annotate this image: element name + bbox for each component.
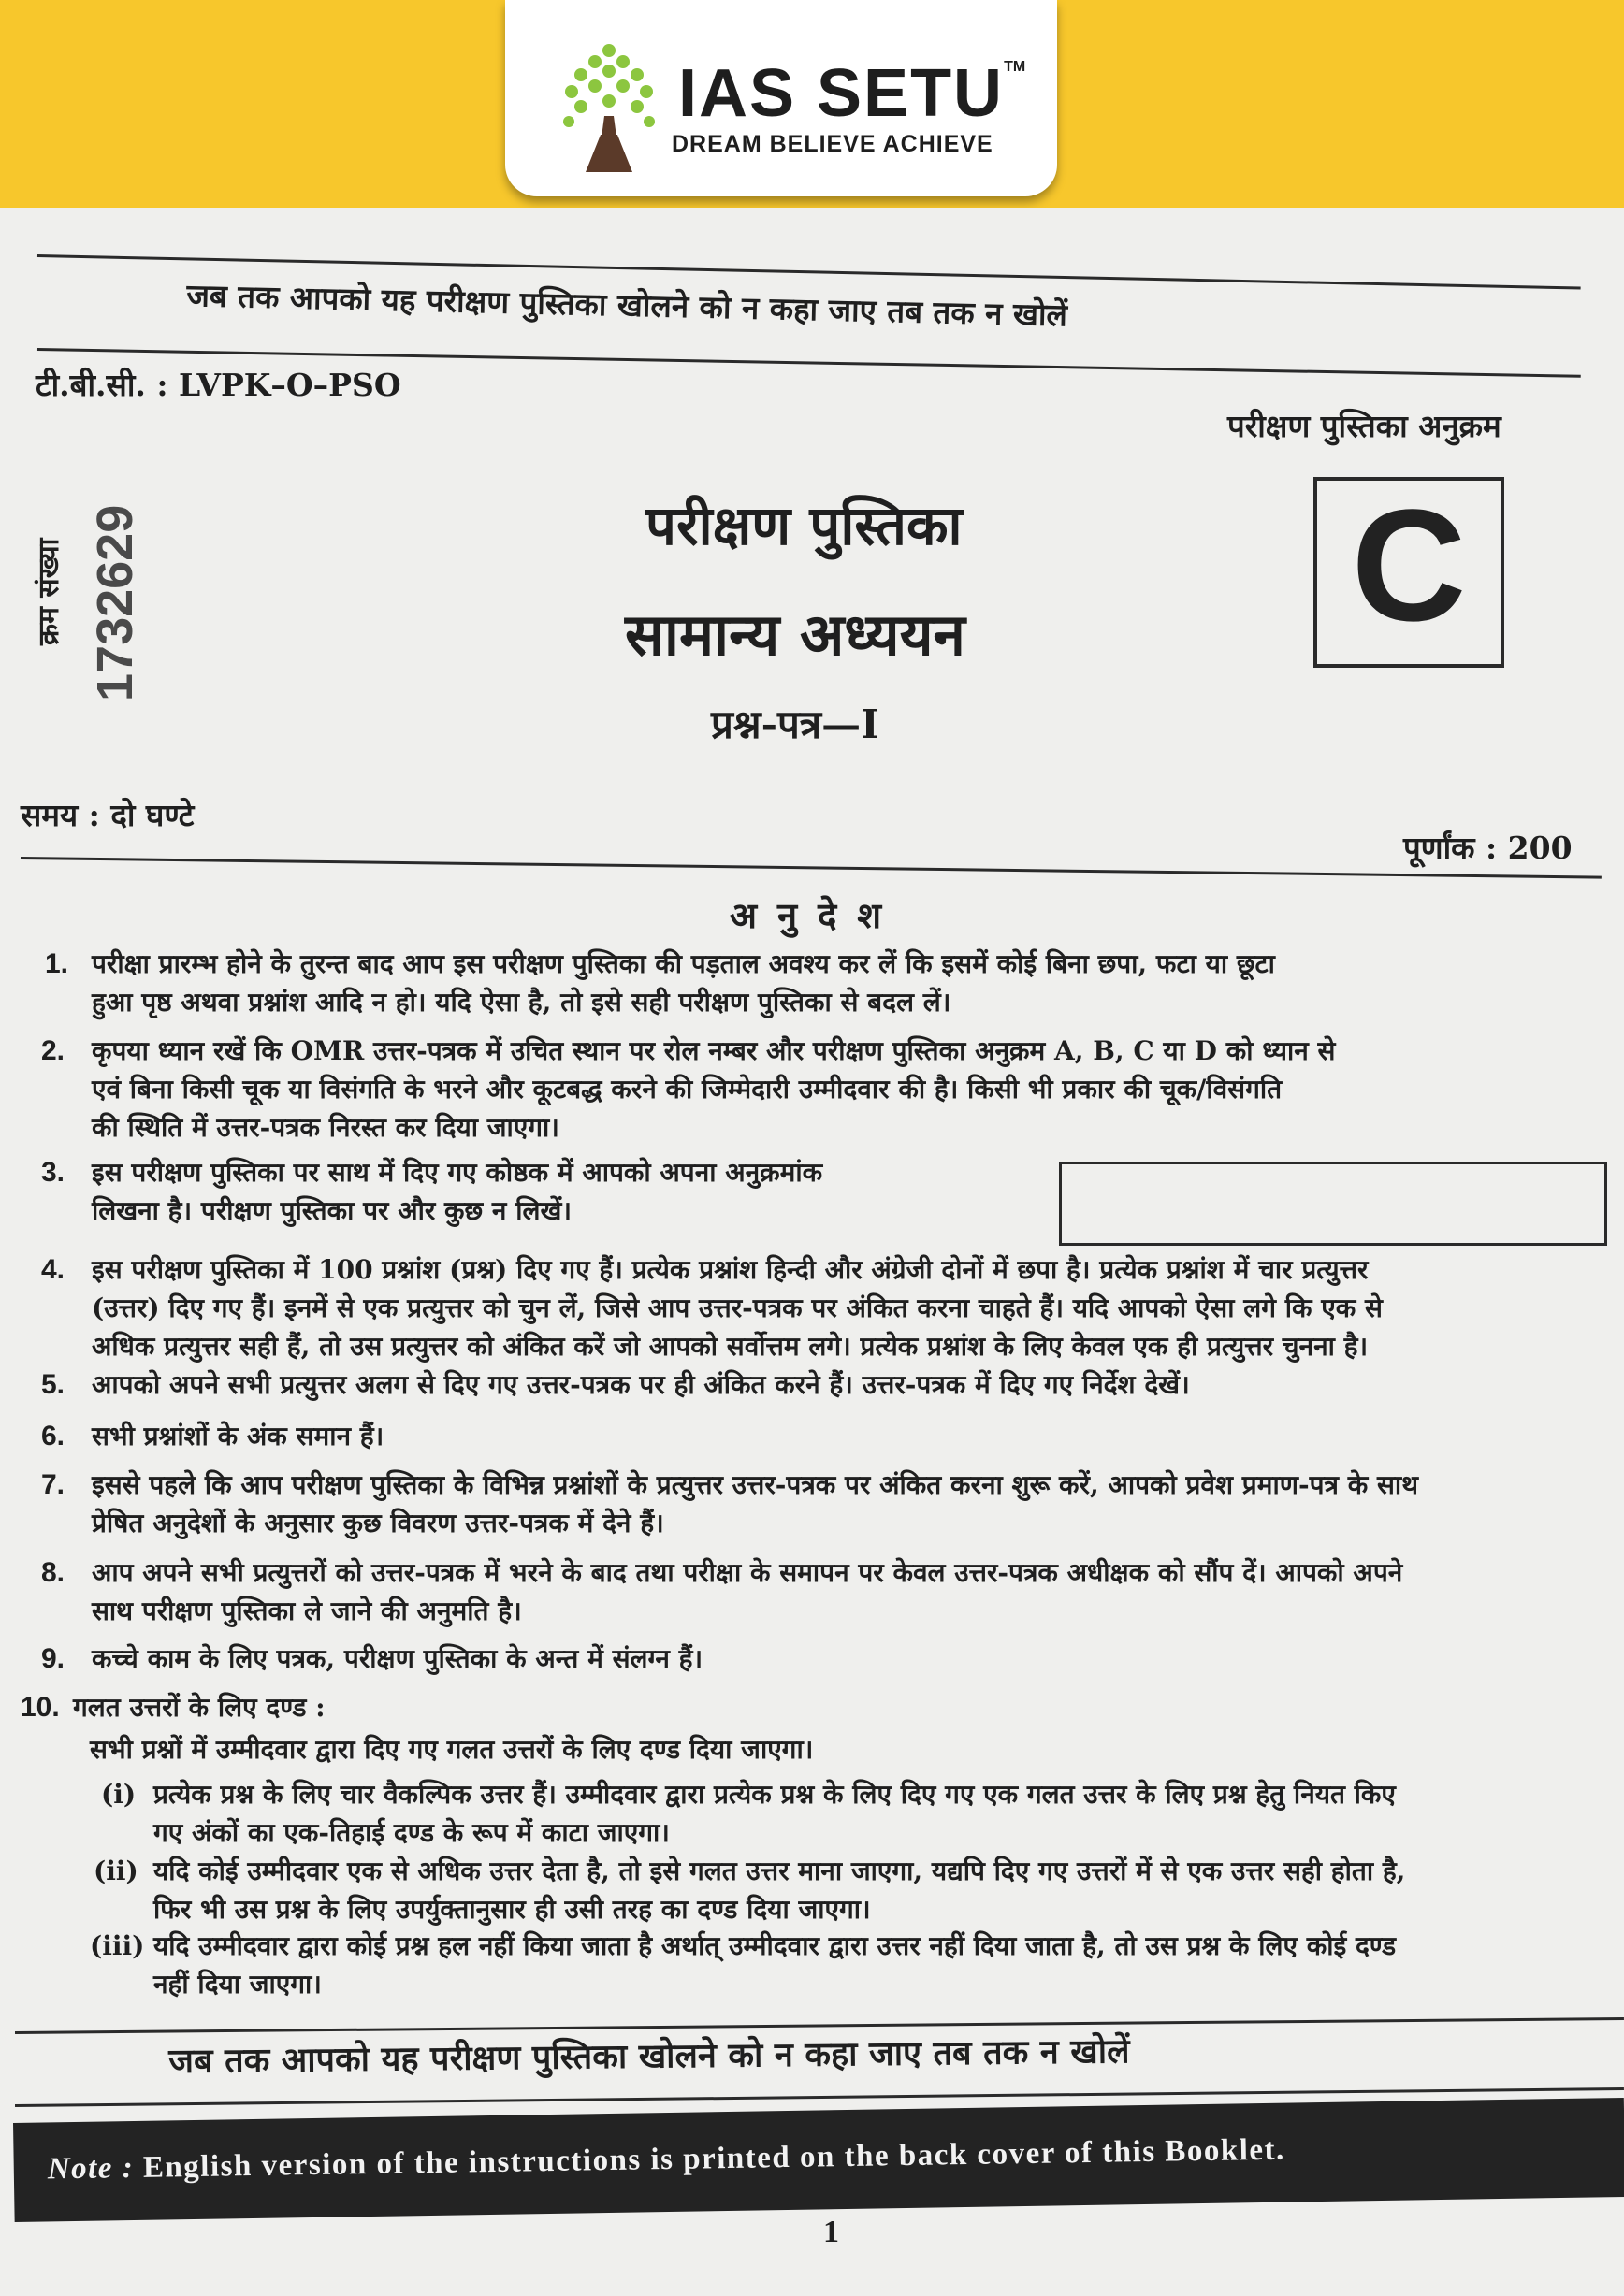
subject-title: सामान्य अध्ययन — [625, 600, 965, 669]
item-line: कच्चे काम के लिए पत्रक, परीक्षण पुस्तिका के अन्त में संलग्न हैं। — [92, 1643, 703, 1674]
brand-name: IAS SETU™ — [678, 56, 1026, 131]
penalty-number: (ii) — [94, 1856, 138, 1886]
max-marks: पूर्णांक : 200 — [1403, 830, 1573, 866]
note-label: Note : — [47, 2150, 135, 2187]
penalty-line: नहीं दिया जाएगा। — [153, 1969, 322, 2000]
penalty-line: प्रत्येक प्रश्न के लिए चार वैकल्पिक उत्तर हैं। उम्मीदवार द्वारा प्रत्येक प्रश्न के लिए दिए गए एक गलत उत्तर के लिए प्रश्न हेतु नियत किए — [153, 1779, 1396, 1810]
trademark-mark: TM — [1004, 59, 1026, 75]
page-number: 1 — [823, 2215, 839, 2249]
penalty-number: (i) — [101, 1779, 137, 1810]
penalty-item — [94, 1852, 1406, 1925]
penalty-line: यदि उम्मीदवार द्वारा कोई प्रश्न हल नहीं किया जाता है अर्थात् उम्मीदवार द्वारा उत्तर नहीं दिया जाता है, तो उस प्रश्न के लिए कोई दण्ड — [153, 1930, 1397, 1961]
top-warning: जब तक आपको यह परीक्षण पुस्तिका खोलने को न कहा जाए तब तक न खोलें — [186, 276, 1068, 334]
item-number: 2. — [41, 1035, 65, 1066]
logo-card — [505, 0, 1057, 196]
item-number: 9. — [41, 1643, 65, 1674]
penalty-item — [101, 1775, 1396, 1848]
item-line: इस परीक्षण पुस्तिका में 100 प्रश्नांश (प्रश्न) दिए गए हैं। प्रत्येक प्रश्नांश हिन्दी और अंग्रेजी दोनों में छपा है। प्रत्येक प्रश्नांश में चार प्रत्युत्तर — [92, 1254, 1369, 1285]
bottom-warning: जब तक आपको यह परीक्षण पुस्तिका खोलने को न कहा जाए तब तक न खोलें — [168, 2031, 1130, 2081]
item-line: आप अपने सभी प्रत्युत्तरों को उत्तर-पत्रक में भरने के बाद तथा परीक्षा के समापन पर केवल उत्तर-पत्रक अधीक्षक को सौंप दें। आपको अपने — [92, 1557, 1403, 1588]
paper-number: प्रश्न-पत्र—I — [711, 701, 879, 747]
item-number: 7. — [41, 1469, 65, 1500]
item-line: आपको अपने सभी प्रत्युत्तर अलग से दिए गए उत्तर-पत्रक पर ही अंकित करने हैं। उत्तर-पत्रक में दिए गए निर्देश देखें। — [92, 1369, 1190, 1400]
item-number: 4. — [41, 1254, 65, 1285]
penalty-line: गए अंकों का एक-तिहाई दण्ड के रूप में काटा जाएगा। — [153, 1817, 670, 1848]
item-line: प्रेषित अनुदेशों के अनुसार कुछ विवरण उत्तर-पत्रक में देने हैं। — [92, 1508, 664, 1538]
note-text — [47, 2133, 1285, 2188]
instructions-heading: अनुदेश — [730, 894, 903, 936]
serial-label: क्रम संख्या — [33, 538, 65, 645]
penalty-line: यदि कोई उम्मीदवार एक से अधिक उत्तर देता है, तो इसे गलत उत्तर माना जाएगा, यद्यपि दिए गए उत्तरों में से एक उत्तर सही होता है, — [153, 1856, 1406, 1886]
tree-logo-icon — [558, 41, 660, 172]
item-number: 8. — [41, 1557, 65, 1588]
item-number: 5. — [41, 1369, 65, 1400]
item-number: 3. — [41, 1157, 65, 1188]
note-body: English version of the instructions is printed on the back cover of this Booklet. — [142, 2132, 1286, 2185]
brand-tagline: DREAM BELIEVE ACHIEVE — [672, 131, 993, 157]
serial-number: 1732629 — [87, 504, 143, 701]
penalty-intro: सभी प्रश्नों में उम्मीदवार द्वारा दिए गए गलत उत्तरों के लिए दण्ड दिया जाएगा। — [90, 1734, 814, 1765]
series-letter: C — [1351, 477, 1467, 655]
item-line: की स्थिति में उत्तर-पत्रक निरस्त कर दिया जाएगा। — [92, 1112, 559, 1143]
item-line: परीक्षा प्रारम्भ होने के तुरन्त बाद आप इस परीक्षण पुस्तिका की पड़ताल अवश्य कर लें कि इसमें कोई बिना छपा, फटा या छूटा — [92, 948, 1275, 979]
item-line: (उत्तर) दिए गए हैं। इनमें से एक प्रत्युत्तर को चुन लें, जिसे आप उत्तर-पत्रक पर अंकित करना चाहते हैं। यदि आपको ऐसा लगे कि एक से — [92, 1292, 1383, 1323]
series-box — [1313, 477, 1504, 668]
roll-number-box[interactable] — [1059, 1162, 1607, 1246]
time-label: समय : दो घण्टे — [21, 797, 195, 833]
item-line: अधिक प्रत्युत्तर सही हैं, तो उस प्रत्युत्तर को अंकित करें जो आपको सर्वोत्तम लगे। प्रत्येक प्रश्नांश के लिए केवल एक ही प्रत्युत्तर चुनना है। — [92, 1331, 1369, 1362]
booklet-title: परीक्षण पुस्तिका — [645, 494, 963, 557]
penalty-number: (iii) — [90, 1930, 145, 1961]
item-line: हुआ पृष्ठ अथवा प्रश्नांश आदि न हो। यदि ऐसा है, तो इसे सही परीक्षण पुस्तिका से बदल लें। — [92, 987, 951, 1018]
serial-block — [28, 468, 150, 701]
item-line: कृपया ध्यान रखें कि OMR उत्तर-पत्रक में उचित स्थान पर रोल नम्बर और परीक्षण पुस्तिका अनुक्रम A, B, C या D को ध्यान से — [92, 1035, 1336, 1066]
item-line: सभी प्रश्नांशों के अंक समान हैं। — [92, 1421, 384, 1451]
penalty-line: फिर भी उस प्रश्न के लिए उपर्युक्तानुसार ही उसी तरह का दण्ड दिया जाएगा। — [153, 1894, 871, 1925]
item-line: इस परीक्षण पुस्तिका पर साथ में दिए गए कोष्ठक में आपको अपना अनुक्रमांक — [92, 1157, 823, 1188]
penalty-item — [90, 1927, 1397, 2000]
item-line: इससे पहले कि आप परीक्षण पुस्तिका के विभिन्न प्रश्नांशों के प्रत्युत्तर उत्तर-पत्रक पर अंकित करना शुरू करें, आपको प्रवेश प्रमाण-पत्र के साथ — [92, 1469, 1419, 1500]
item-number: 6. — [41, 1421, 65, 1451]
item-number: 1. — [45, 948, 69, 979]
series-label: परीक्षण पुस्तिका अनुक्रम — [1227, 408, 1501, 444]
item-line: लिखना है। परीक्षण पुस्तिका पर और कुछ न लिखें। — [92, 1195, 572, 1226]
tbc-code: टी.बी.सी. : LVPK–O–PSO — [36, 367, 401, 403]
item-line: एवं बिना किसी चूक या विसंगति के भरने और कूटबद्ध करने की जिम्मेदारी उम्मीदवार की है। किसी भी प्रकार की चूक/विसंगति — [92, 1074, 1283, 1105]
item-line: गलत उत्तरों के लिए दण्ड : — [73, 1692, 326, 1723]
item-number: 10. — [21, 1692, 60, 1723]
item-line: साथ परीक्षण पुस्तिका ले जाने की अनुमति है। — [92, 1596, 522, 1626]
